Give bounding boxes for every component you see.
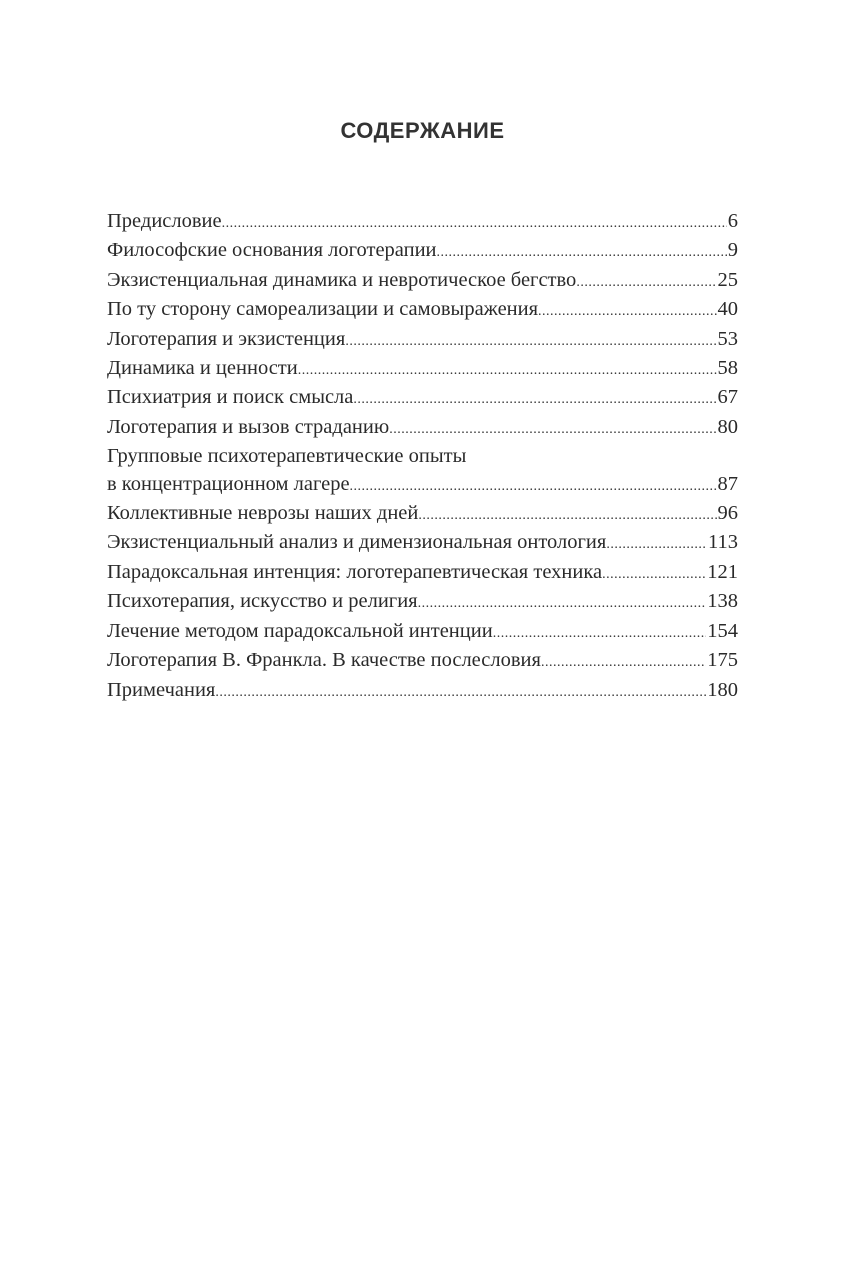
toc-entry-title: Динамика и ценности [107, 357, 298, 380]
toc-entry-title: Психотерапия, искусство и религия [107, 590, 418, 613]
toc-entry[interactable] [107, 647, 738, 676]
toc-entry[interactable] [107, 529, 738, 558]
toc-page-number: 9 [727, 239, 738, 262]
toc-entry[interactable] [107, 443, 738, 500]
toc-leader-dots [538, 298, 716, 325]
toc-entry-title: Психиатрия и поиск смысла [107, 386, 354, 409]
toc-entry[interactable] [107, 326, 738, 355]
toc-entry[interactable] [107, 237, 738, 266]
toc-leader-dots [418, 590, 707, 617]
toc-page-number: 25 [717, 268, 738, 291]
toc-entry[interactable] [107, 208, 738, 237]
toc-page-number: 40 [717, 298, 738, 321]
toc-page-number: 87 [717, 472, 738, 495]
toc-entry-title: Экзистенциальный анализ и димензиональная онтология [107, 531, 607, 554]
toc-entry[interactable] [107, 355, 738, 384]
table-of-contents [107, 208, 738, 706]
toc-entry-title: Парадоксальная интенция: логотерапевтическая техника [107, 560, 603, 583]
toc-leader-dots [353, 386, 716, 413]
toc-entry[interactable] [107, 296, 738, 325]
toc-leader-dots [418, 502, 716, 529]
toc-entry-title: Логотерапия и вызов страданию [107, 415, 390, 438]
toc-leader-dots [298, 357, 717, 384]
toc-entry[interactable] [107, 588, 738, 617]
toc-entry[interactable] [107, 414, 738, 443]
toc-leader-dots [606, 531, 707, 558]
toc-page-number: 96 [717, 502, 738, 525]
toc-page-number: 154 [707, 619, 738, 642]
toc-leader-dots [389, 416, 716, 443]
toc-entry[interactable] [107, 267, 738, 296]
toc-leader-dots [437, 239, 727, 266]
toc-leader-dots [602, 561, 706, 588]
toc-page-number: 180 [707, 678, 738, 701]
toc-leader-dots [215, 679, 706, 706]
toc-page-number: 175 [707, 649, 738, 672]
toc-entry[interactable] [107, 677, 738, 706]
toc-entry-title: Философские основания логотерапии [107, 239, 437, 262]
toc-entry-title: Лечение методом парадоксальной интенции [107, 619, 493, 642]
toc-page-number: 67 [717, 386, 738, 409]
toc-page-number: 121 [707, 560, 738, 583]
toc-entry-title: Экзистенциальная динамика и невротическое бегство [107, 268, 577, 291]
toc-entry-title: Логотерапия и экзистенция [107, 327, 346, 350]
toc-page-number: 6 [727, 210, 738, 232]
toc-page-number: 80 [717, 415, 738, 438]
toc-leader-dots [541, 649, 706, 676]
toc-leader-dots [350, 473, 717, 500]
toc-entry-title: По ту сторону самореализации и самовыражения [107, 298, 539, 321]
toc-page-number: 138 [707, 590, 738, 613]
toc-entry[interactable] [107, 618, 738, 647]
toc-entry-title: Логотерапия В. Франкла. В качестве послесловия [107, 649, 541, 672]
toc-leader-dots [576, 269, 716, 296]
toc-entry-title: Предисловие [107, 210, 222, 232]
toc-entry-row [107, 471, 738, 500]
toc-entry[interactable] [107, 384, 738, 413]
toc-entry-title: Коллективные неврозы наших дней [107, 502, 419, 525]
toc-page-number: 113 [708, 531, 738, 554]
toc-entry[interactable] [107, 559, 738, 588]
page-title: СОДЕРЖАНИЕ [340, 118, 505, 143]
toc-leader-dots [222, 210, 727, 237]
toc-leader-dots [493, 620, 707, 647]
toc-entry-title: в концентрационном лагере [107, 472, 350, 495]
toc-page-number: 58 [717, 357, 738, 380]
toc-entry-title-line: Групповые психотерапевтические опыты [107, 445, 467, 468]
toc-entry[interactable] [107, 500, 738, 529]
toc-entry-title: Примечания [107, 678, 216, 701]
toc-page-number: 53 [717, 327, 738, 350]
toc-leader-dots [345, 328, 716, 355]
